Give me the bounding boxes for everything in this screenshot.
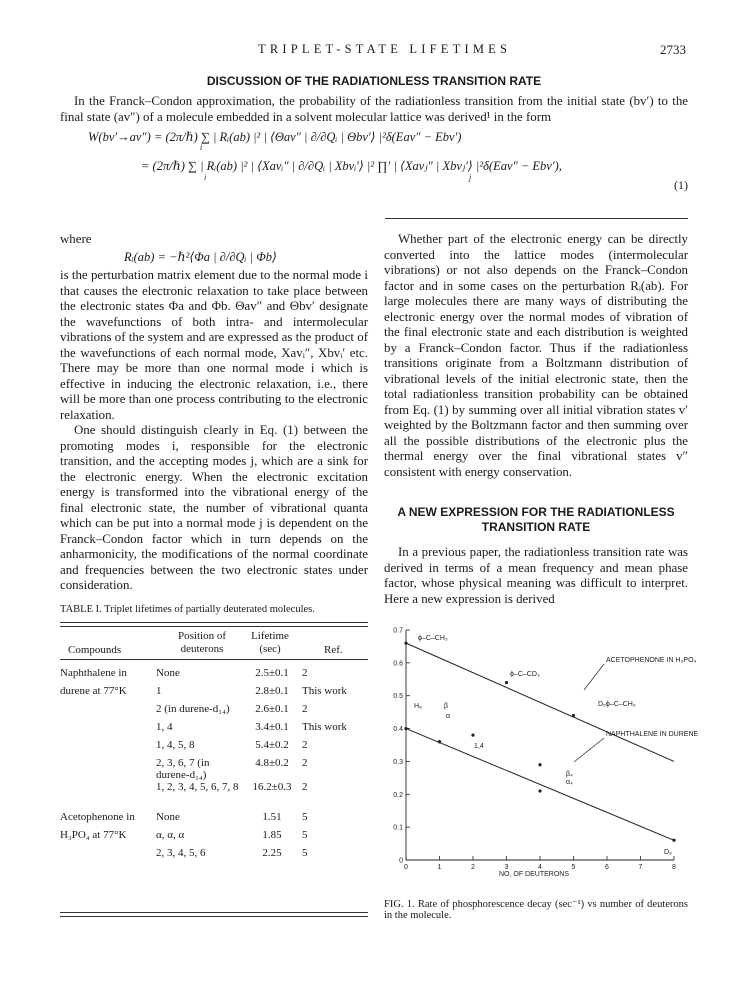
table-cell	[60, 703, 156, 721]
table-cell: Acetophenone in	[60, 811, 135, 823]
table-row	[60, 721, 368, 739]
equation-1: W(bv′→av″) = (2π/ℏ) ∑ | Rᵢ(ab) |² | ⟨Θav″ | ∂/∂Qᵢ | Θbv′⟩ |²δ(Eav″ − Ebv′)	[88, 130, 462, 144]
table-cell: 2	[302, 667, 308, 679]
chart-x-tick-label: 1	[437, 864, 442, 871]
chart-point	[572, 714, 575, 717]
table-cell: 2	[302, 781, 308, 793]
chart-annotation-alpha4: α₄	[566, 779, 573, 786]
table-cell: 2 (in durene-d₁₄)	[156, 703, 230, 715]
chart-fit-lines	[406, 643, 674, 840]
table-cell: 5	[302, 811, 308, 823]
table-cell	[60, 757, 156, 781]
table-cell: 2	[302, 703, 308, 715]
table-body	[60, 667, 368, 865]
running-title: TRIPLET-STATE LIFETIMES	[258, 42, 512, 56]
chart-x-tick-label: 5	[571, 864, 576, 871]
table-cell	[60, 781, 156, 799]
table-row	[60, 799, 368, 829]
chart-data-points	[404, 642, 675, 842]
table-cell: 1	[156, 685, 162, 697]
table-cell: 1.85	[262, 829, 282, 841]
chart-leader-naphthalene	[574, 738, 604, 762]
table-cell: Naphthalene in	[60, 667, 127, 679]
chart-x-tick-label: 2	[471, 864, 475, 871]
table-cell: 1, 4, 5, 8	[156, 739, 195, 751]
table-caption: TABLE I. Triplet lifetimes of partially deuterated molecules.	[60, 604, 315, 615]
chart-x-tick-label: 4	[538, 864, 542, 871]
chart-annotation-acetophenone-d3: ϕ–C–CD₃	[510, 671, 540, 678]
chart-point	[672, 839, 675, 842]
chart-point	[471, 734, 474, 737]
lifetime-table	[60, 667, 368, 865]
table-cell: 1, 4	[156, 721, 173, 733]
chart-x-tick-label: 8	[672, 864, 676, 871]
chart-annotation-beta4: β₄	[566, 771, 573, 778]
chart-y-tick-label: 0.3	[393, 758, 403, 766]
table-row	[60, 829, 368, 847]
table-bottom-rule	[60, 912, 368, 917]
chart-point	[538, 763, 541, 766]
left-paragraph-2: One should distinguish clearly in Eq. (1) between the promoting modes i, responsible for the electronic transition, and the accepting modes j, which are a sink for the electronic energy. When the electronic excitation energy is transformed into the vibrational energy of the final electronic state, the number of vibrational quanta which can be put into a normal mode j is dependent on the Franck–Condon factor which in turn depends on the anharmonicity, the modifications of the normal coordinate and frequencies between the two electronic states under consideration.	[60, 423, 368, 592]
equation-number: (1)	[674, 178, 688, 192]
table-cell: 2.5±0.1	[255, 667, 289, 679]
chart-annotation-alpha: α	[446, 713, 451, 720]
table-row	[60, 685, 368, 703]
table-cell: 5.4±0.2	[255, 739, 289, 751]
chart-y-tick-label: 0.4	[393, 726, 403, 734]
table-row	[60, 757, 368, 781]
table-cell: 4.8±0.2	[255, 757, 289, 769]
chart-annotation-h8: H₈	[414, 703, 422, 710]
table-header-lifetime: Lifetime (sec)	[251, 630, 289, 655]
table-cell: 3.4±0.1	[255, 721, 289, 733]
where-label: where	[60, 232, 92, 246]
chart-annotation-d8: D₈	[664, 849, 672, 856]
table-cell: 16.2±0.3	[252, 781, 292, 793]
table-row	[60, 847, 368, 865]
chart-x-tick-label: 3	[504, 864, 509, 871]
chart-annotation-beta: β	[444, 703, 449, 710]
chart-x-axis-label: NO. OF DEUTERONS	[498, 871, 570, 878]
table-cell: None	[156, 667, 180, 679]
chart-point	[505, 681, 508, 684]
table-cell: α, α, α	[156, 829, 185, 841]
right-paragraph-1: Whether part of the electronic energy can be directly converted into the lattice modes (intermolecular vibrations) or not also depends on the Franck–Condon factor and in some cases on the perturbation Rᵢ(ab). For large molecules there are many ways of distributing the electronic energy over the normal modes of vibration of the final electronic state and each distribution is weighted by a Franck–Condon factor. Thus if the radiationless transitions originate from a Boltzmann distribution of vibrational levels of the initial electronic state, then the total radiationless transition probability can be obtained from Eq. (1) by summing over all initial vibration states v′ weighted by the Boltzmann factor and then summing over all the possible distributions of the electronic plus the thermal energy over the final vibrational states v″ consistent with energy conservation.	[384, 232, 688, 479]
chart-x-tick-label: 7	[638, 864, 643, 871]
table-top-rule	[60, 622, 368, 627]
chart-annotation-14: 1,4	[474, 743, 484, 750]
table-cell: 2.6±0.1	[255, 703, 289, 715]
chart-legend-naphthalene: NAPHTHALENE IN DURENE	[606, 731, 699, 738]
equation-1-sum-index: i	[200, 143, 203, 152]
chart-fit-line	[406, 729, 674, 841]
table-cell: None	[156, 811, 180, 823]
equation-2-sum-index: i	[204, 173, 207, 182]
equation-2-product-index: j	[469, 173, 472, 182]
table-row	[60, 703, 368, 721]
table-row	[60, 739, 368, 757]
table-row	[60, 781, 368, 799]
section-title-new-expression-line1: A NEW EXPRESSION FOR THE RADIATIONLESS	[397, 505, 675, 519]
table-header-rule	[60, 659, 368, 660]
table-cell: This work	[302, 685, 347, 697]
left-paragraph-1: is the perturbation matrix element due to the normal mode i that causes the electronic relaxation to take place between the electronic states Φa and Φb. Θav″ and Θbv′ designate the wavefunctions of both intra- and intermolecular vibrations of the system and are expressed as the product of the wavefunctions of each normal mode, Xavᵢ″, Xbvᵢ′ etc. There may be more than one normal mode i which is effective in inducing the electronic relaxation, i.e., there will be more than one process contributing to the electronic relaxation.	[60, 268, 368, 422]
table-header-position: Position of deuterons	[178, 630, 226, 655]
table-cell: 2	[302, 739, 308, 751]
table-cell	[60, 739, 156, 757]
table-header-compounds: Compounds	[68, 644, 122, 656]
table-header-ref: Ref.	[324, 644, 343, 656]
chart-annotation-acetophenone-d5: D₅ϕ–C–CH₃	[598, 701, 636, 708]
chart-legend-acetophenone: ACETOPHENONE IN H₃PO₄	[606, 657, 697, 664]
chart-point	[404, 727, 407, 730]
table-cell: 1, 2, 3, 4, 5, 6, 7, 8	[156, 781, 239, 793]
table-cell: 2	[302, 757, 308, 769]
table-cell	[60, 721, 156, 739]
table-cell: This work	[302, 721, 347, 733]
table-cell: 2, 3, 4, 5, 6	[156, 847, 206, 859]
chart-x-tick-label: 0	[404, 864, 408, 871]
chart-y-tick-label: 0.6	[393, 660, 403, 668]
chart-point	[438, 740, 441, 743]
chart-y-tick-label: 0	[399, 857, 403, 865]
page-number: 2733	[660, 42, 686, 57]
chart-y-tick-label: 0.7	[393, 627, 403, 635]
intro-paragraph: In the Franck–Condon approximation, the probability of the radiationless transition from the initial state (bv′) to the final state (av″) of a molecule embedded in a solvent molecular lattice was derived¹ in the form	[60, 94, 688, 124]
right-paragraph-2: In a previous paper, the radiationless transition rate was derived in terms of a mean frequency and mean phase factor, whose physical meaning was difficult to interpret. Here a new expression is derived	[384, 545, 688, 606]
table-cell: 5	[302, 829, 308, 841]
table-cell: 2, 3, 6, 7 (in durene-d₁₄)	[156, 757, 210, 781]
equation-rule	[385, 218, 688, 219]
table-cell: durene at 77°K	[60, 685, 127, 697]
table-cell: 1.51	[262, 811, 282, 823]
chart-y-tick-label: 0.2	[393, 791, 403, 799]
table-cell: H₃PO₄ at 77°K	[60, 829, 127, 841]
chart-axes	[393, 628, 676, 872]
chart-y-tick-label: 0.5	[393, 693, 403, 701]
chart-leader-acetophenone	[584, 664, 604, 690]
figure-caption: FIG. 1. Rate of phosphorescence decay (sec⁻¹) vs number of deuterons in the molecule.	[384, 899, 688, 921]
decay-rate-chart	[384, 620, 699, 882]
chart-point	[538, 789, 541, 792]
chart-y-tick-label: 0.1	[393, 824, 403, 832]
chart-point	[404, 642, 407, 645]
chart-annotation-acetophenone: ϕ–C–CH₃	[418, 635, 448, 642]
table-cell: 5	[302, 847, 308, 859]
section-title-new-expression-line2: TRANSITION RATE	[481, 520, 591, 534]
equation-2: = (2π/ℏ) ∑ | Rᵢ(ab) |² | ⟨Xavᵢ″ | ∂/∂Qᵢ | Xbvᵢ′⟩ |² ∏′ | ⟨Xavⱼ″ | Xbvⱼ′⟩ |²δ(Eav″ − Ebv′),	[141, 159, 562, 173]
section-title-discussion: DISCUSSION OF THE RADIATIONLESS TRANSITION RATE	[206, 74, 542, 88]
table-cell	[60, 847, 156, 865]
table-row	[60, 667, 368, 685]
chart-x-tick-label: 6	[605, 864, 609, 871]
equation-3: Rᵢ(ab) = −ℏ²⟨Φa | ∂/∂Qᵢ | Φb⟩	[124, 250, 277, 264]
table-cell: 2.8±0.1	[255, 685, 289, 697]
chart-annotations	[414, 635, 699, 856]
table-cell: 2.25	[262, 847, 282, 859]
